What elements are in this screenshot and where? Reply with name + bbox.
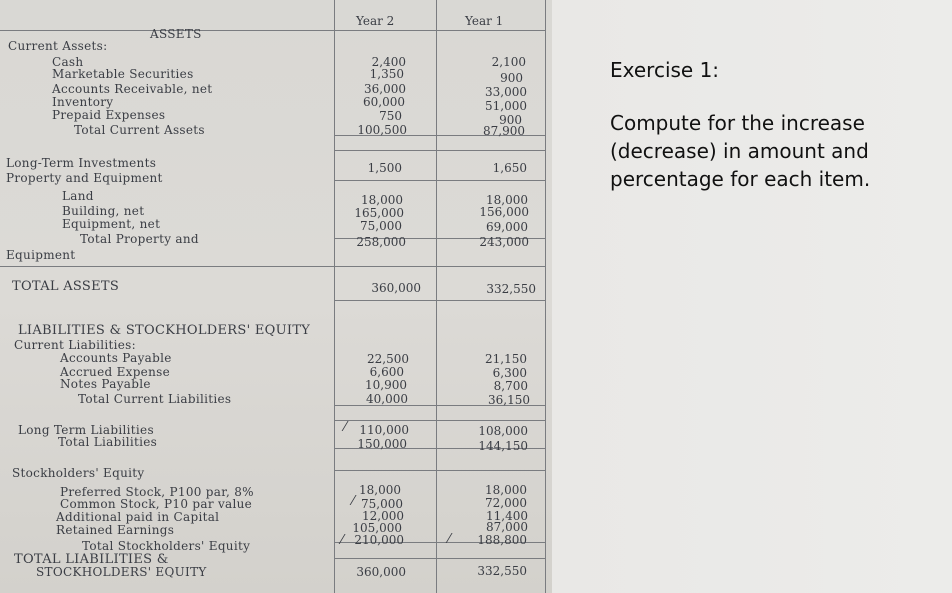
row-value-year1: 243,000 — [479, 235, 529, 249]
row-value-year1: 900 — [500, 71, 523, 85]
current-liabilities-label: Current Liabilities: — [14, 338, 136, 352]
row-value-year1: 1,650 — [492, 161, 527, 175]
year1-header: Year 1 — [465, 14, 504, 28]
row-value-year1: 18,000 — [486, 193, 528, 207]
row-rule — [334, 150, 545, 151]
row-value-year2: 360,000 — [356, 565, 406, 579]
row-value-year2: 2,400 — [371, 55, 406, 69]
row-label: Total Current Liabilities — [78, 392, 232, 406]
row-value-year2: 36,000 — [364, 82, 406, 96]
row-value-year2: 40,000 — [366, 392, 408, 406]
tick-mark: ⁄ — [448, 532, 451, 547]
row-label: Building, net — [62, 204, 145, 218]
row-value-year1: 900 — [499, 113, 522, 127]
row-rule — [334, 300, 545, 301]
row-rule — [334, 180, 545, 181]
row-value-year2: 165,000 — [354, 206, 404, 220]
row-label: Property and Equipment — [6, 171, 163, 185]
row-label: Total Liabilities — [58, 435, 158, 449]
row-label: Total Property and — [80, 232, 199, 246]
row-rule — [334, 558, 545, 559]
row-value-year2: 18,000 — [359, 483, 401, 497]
row-value-year2: 10,900 — [365, 378, 407, 392]
row-label: Equipment, net — [62, 217, 161, 231]
row-label: Cash — [52, 55, 84, 69]
row-value-year1: 108,000 — [478, 424, 528, 438]
row-label: Long Term Liabilities — [18, 423, 154, 437]
row-value-year1: 51,000 — [485, 99, 527, 113]
row-rule — [0, 266, 545, 267]
row-label: Common Stock, P10 par value — [60, 497, 253, 511]
row-value-year1: 36,150 — [488, 393, 530, 407]
row-value-year1: 332,550 — [486, 282, 536, 296]
row-label: Notes Payable — [60, 377, 151, 391]
row-value-year1: 18,000 — [485, 483, 527, 497]
row-label: Land — [62, 189, 94, 203]
row-label: Accounts Receivable, net — [52, 82, 213, 96]
row-label: Total Stockholders' Equity — [82, 539, 251, 553]
row-value-year2: 360,000 — [371, 281, 421, 295]
row-value-year2: 150,000 — [357, 437, 407, 451]
row-value-year1: 21,150 — [485, 352, 527, 366]
total-liabilities-equity-label: TOTAL LIABILITIES & — [14, 552, 169, 567]
row-label: Prepaid Expenses — [52, 108, 166, 122]
total-liabilities-equity-label-2: STOCKHOLDERS' EQUITY — [36, 565, 207, 579]
row-value-year2: 258,000 — [356, 235, 406, 249]
row-value-year2: 6,600 — [369, 365, 404, 379]
row-label: Accrued Expense — [60, 365, 170, 379]
exercise-line-1: Compute for the increase — [610, 111, 865, 135]
row-value-year1: 87,900 — [483, 124, 525, 138]
row-label: Marketable Securities — [52, 67, 194, 81]
row-value-year1: 33,000 — [485, 85, 527, 99]
exercise-panel — [552, 0, 952, 593]
liabilities-heading: LIABILITIES & STOCKHOLDERS' EQUITY — [18, 323, 311, 338]
row-value-year1: 72,000 — [485, 496, 527, 510]
row-rule — [334, 420, 545, 421]
row-rule — [334, 470, 545, 471]
row-label: Retained Earnings — [56, 523, 175, 537]
row-value-year1: 87,000 — [486, 520, 528, 534]
header-rule — [0, 30, 545, 31]
row-label: Preferred Stock, P100 par, 8% — [60, 485, 254, 499]
row-value-year2: 210,000 — [354, 533, 404, 547]
exercise-title: Exercise 1: — [610, 58, 720, 82]
row-label: Accounts Payable — [60, 351, 172, 365]
exercise-line-2: (decrease) in amount and — [610, 139, 869, 163]
row-value-year1: 144,150 — [478, 439, 528, 453]
row-value-year2: 75,000 — [361, 497, 403, 511]
tick-mark: ⁄ — [344, 420, 347, 435]
row-value-year2: 12,000 — [362, 509, 404, 523]
row-value-year2: 1,500 — [367, 161, 402, 175]
row-value-year1: 188,800 — [477, 533, 527, 547]
column-divider — [545, 0, 546, 593]
row-value-year1: 332,550 — [477, 564, 527, 578]
row-value-year1: 156,000 — [479, 205, 529, 219]
row-value-year2: 75,000 — [360, 219, 402, 233]
row-label: Equipment — [6, 248, 76, 262]
row-label: Long-Term Investments — [6, 156, 157, 170]
row-value-year2: 105,000 — [352, 521, 402, 535]
row-value-year1: 69,000 — [486, 220, 528, 234]
row-value-year1: 6,300 — [492, 366, 527, 380]
row-value-year2: 100,500 — [357, 123, 407, 137]
year2-header: Year 2 — [356, 14, 395, 28]
row-value-year2: 22,500 — [367, 352, 409, 366]
row-value-year2: 110,000 — [359, 423, 409, 437]
row-value-year1: 2,100 — [491, 55, 526, 69]
assets-heading: ASSETS — [150, 27, 202, 41]
row-label: Total Current Assets — [74, 123, 205, 137]
row-label: Additional paid in Capital — [56, 510, 220, 524]
total-assets-label: TOTAL ASSETS — [12, 279, 120, 294]
tick-mark: ⁄ — [341, 533, 344, 548]
row-value-year1: 8,700 — [493, 379, 528, 393]
row-value-year2: 18,000 — [361, 193, 403, 207]
exercise-line-3: percentage for each item. — [610, 167, 871, 191]
row-value-year2: 1,350 — [369, 67, 404, 81]
current-assets-label: Current Assets: — [8, 39, 108, 53]
row-value-year2: 60,000 — [363, 95, 405, 109]
row-label: Inventory — [52, 95, 114, 109]
row-value-year2: 750 — [379, 109, 402, 123]
tick-mark: ⁄ — [352, 494, 355, 509]
row-label: Stockholders' Equity — [12, 466, 145, 480]
row-value-year1: 11,400 — [486, 509, 528, 523]
